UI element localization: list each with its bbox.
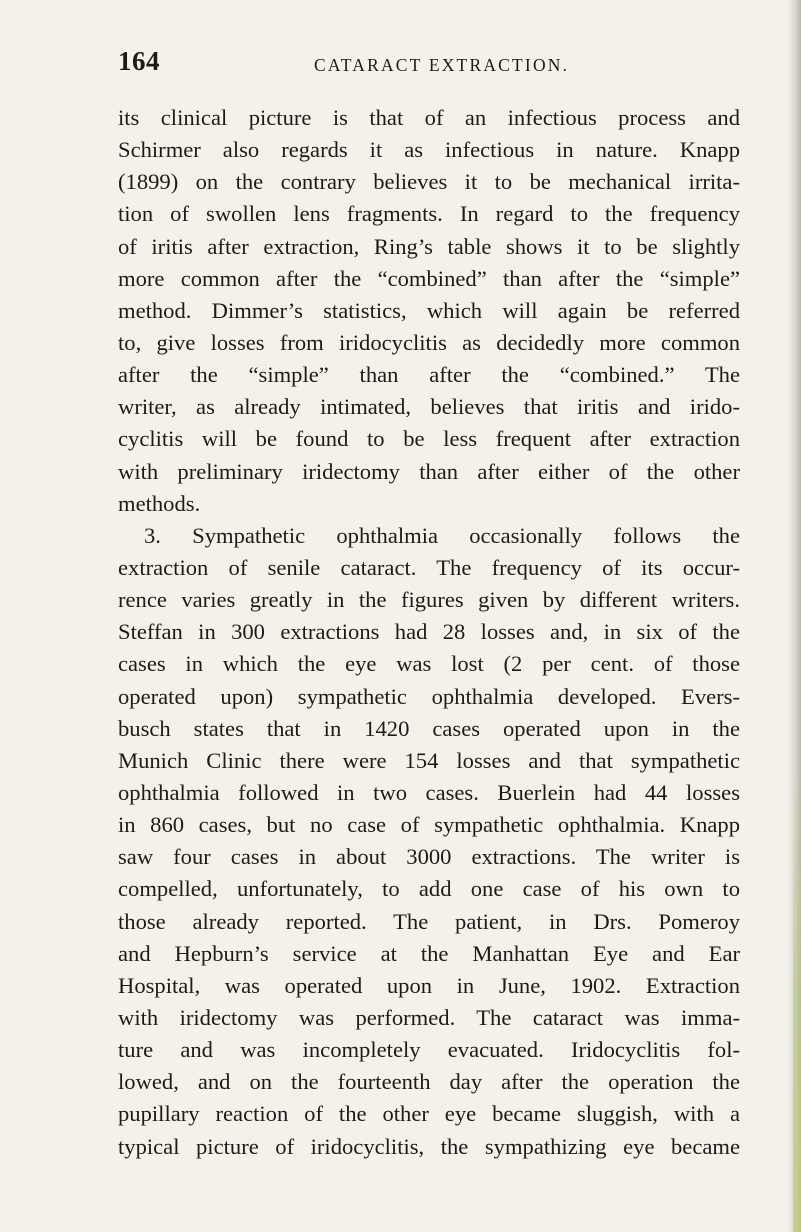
text-line: operated upon) sympathetic ophthalmia developed. Evers- bbox=[118, 683, 740, 709]
text-line: Schirmer also regards it as infectious in nature. Knapp bbox=[118, 137, 740, 163]
text-line: cyclitis will be found to be less frequent after extraction bbox=[118, 426, 740, 452]
text-line: lowed, and on the fourteenth day after the operation the bbox=[118, 1069, 740, 1095]
text-line: rence varies greatly in the figures given by different writers. bbox=[118, 587, 740, 613]
text-line: with preliminary iridectomy than after either of the other bbox=[118, 458, 740, 484]
page-number: 164 bbox=[118, 46, 160, 76]
text-line: pupillary reaction of the other eye became sluggish, with a bbox=[118, 1101, 740, 1127]
text-line: extraction of senile cataract. The frequency of its occur- bbox=[118, 554, 740, 580]
page-header bbox=[118, 46, 740, 86]
text-line: saw four cases in about 3000 extractions. The writer is bbox=[118, 844, 740, 870]
text-line: tion of swollen lens fragments. In regard to the frequency bbox=[118, 201, 740, 227]
body-text bbox=[118, 102, 740, 1163]
running-head: CATARACT EXTRACTION. bbox=[314, 55, 570, 75]
text-line: and Hepburn’s service at the Manhattan Eye and Ear bbox=[118, 940, 740, 966]
text-line: those already reported. The patient, in Drs. Pomeroy bbox=[118, 908, 740, 934]
text-line: method. Dimmer’s statistics, which will again be referred bbox=[118, 297, 740, 323]
text-line: to, give losses from iridocyclitis as decidedly more common bbox=[118, 329, 740, 355]
text-line: (1899) on the contrary believes it to be mechanical irrita- bbox=[118, 169, 740, 195]
page-edge-tint bbox=[793, 760, 801, 1232]
text-line: in 860 cases, but no case of sympathetic ophthalmia. Knapp bbox=[118, 812, 740, 838]
text-line: ture and was incompletely evacuated. Iridocyclitis fol- bbox=[118, 1037, 740, 1063]
text-line: Steffan in 300 extractions had 28 losses and, in six of the bbox=[118, 619, 740, 645]
text-line: with iridectomy was performed. The cataract was imma- bbox=[118, 1004, 740, 1030]
text-line: writer, as already intimated, believes that iritis and irido- bbox=[118, 394, 740, 420]
text-line: more common after the “combined” than after the “simple” bbox=[118, 265, 740, 291]
text-line: methods. bbox=[118, 490, 201, 516]
text-line: Munich Clinic there were 154 losses and that sympathetic bbox=[118, 747, 740, 773]
text-line: of iritis after extraction, Ring’s table shows it to be slightly bbox=[118, 233, 740, 259]
text-line: ophthalmia followed in two cases. Buerlein had 44 losses bbox=[118, 779, 740, 805]
text-line: after the “simple” than after the “combined.” The bbox=[118, 362, 740, 388]
text-line: its clinical picture is that of an infectious process and bbox=[118, 105, 740, 130]
text-line: Hospital, was operated upon in June, 1902. Extraction bbox=[118, 972, 740, 998]
text-line: typical picture of iridocyclitis, the sympathizing eye became bbox=[118, 1133, 740, 1159]
text-line: 3. Sympathetic ophthalmia occasionally follows the bbox=[144, 522, 740, 548]
text-line: cases in which the eye was lost (2 per cent. of those bbox=[118, 651, 740, 677]
text-line: busch states that in 1420 cases operated upon in the bbox=[118, 715, 740, 741]
text-line: compelled, unfortunately, to add one case of his own to bbox=[118, 876, 740, 902]
